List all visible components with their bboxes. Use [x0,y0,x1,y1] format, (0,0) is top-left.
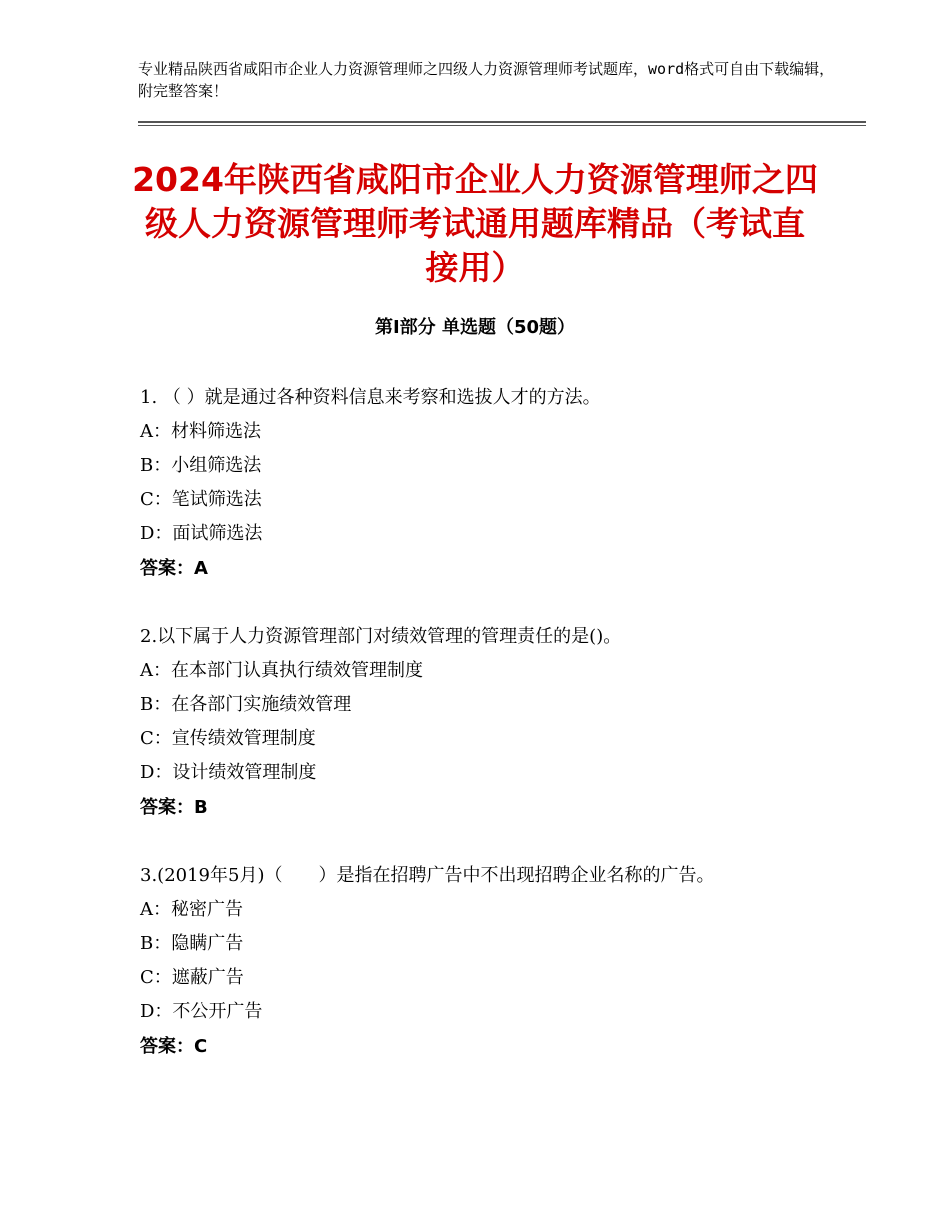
question-1 [140,381,800,587]
answer-label: 答案：A [140,558,208,579]
option-a: A：材料筛选法 [140,421,261,442]
question-3 [140,859,800,1065]
option-d: D：不公开广告 [140,1001,263,1022]
question-list [140,381,800,1098]
option-a: A：秘密广告 [140,899,243,920]
header-divider-thick [138,121,866,123]
question-2 [140,620,800,826]
option-b: B：小组筛选法 [140,455,262,476]
option-c: C：遮蔽广告 [140,967,244,988]
option-d: D：设计绩效管理制度 [140,762,317,783]
option-c: C：笔试筛选法 [140,489,262,510]
option-d: D：面试筛选法 [140,523,263,544]
option-c: C：宣传绩效管理制度 [140,728,316,749]
header-note: 专业精品陕西省咸阳市企业人力资源管理师之四级人力资源管理师考试题库，word格式可自由下载编辑，附完整答案！ [138,60,835,100]
answer-label: 答案：B [140,797,208,818]
document-title: 2024年陕西省咸阳市企业人力资源管理师之四级人力资源管理师考试通用题库精品（考试直接用） [132,160,818,287]
question-stem: 3.(2019年5月)（ ）是指在招聘广告中不出现招聘企业名称的广告。 [140,865,715,886]
answer-label: 答案：C [140,1036,208,1057]
option-a: A：在本部门认真执行绩效管理制度 [140,660,423,681]
section-title: 第Ⅰ部分 单选题（50题） [374,317,575,338]
option-b: B：隐瞒广告 [140,933,244,954]
question-stem: 1. （ ）就是通过各种资料信息来考察和选拔人才的方法。 [140,387,601,408]
question-stem: 2.以下属于人力资源管理部门对绩效管理的管理责任的是()。 [140,626,622,647]
option-b: B：在各部门实施绩效管理 [140,694,352,715]
header-divider-thin [138,125,866,126]
